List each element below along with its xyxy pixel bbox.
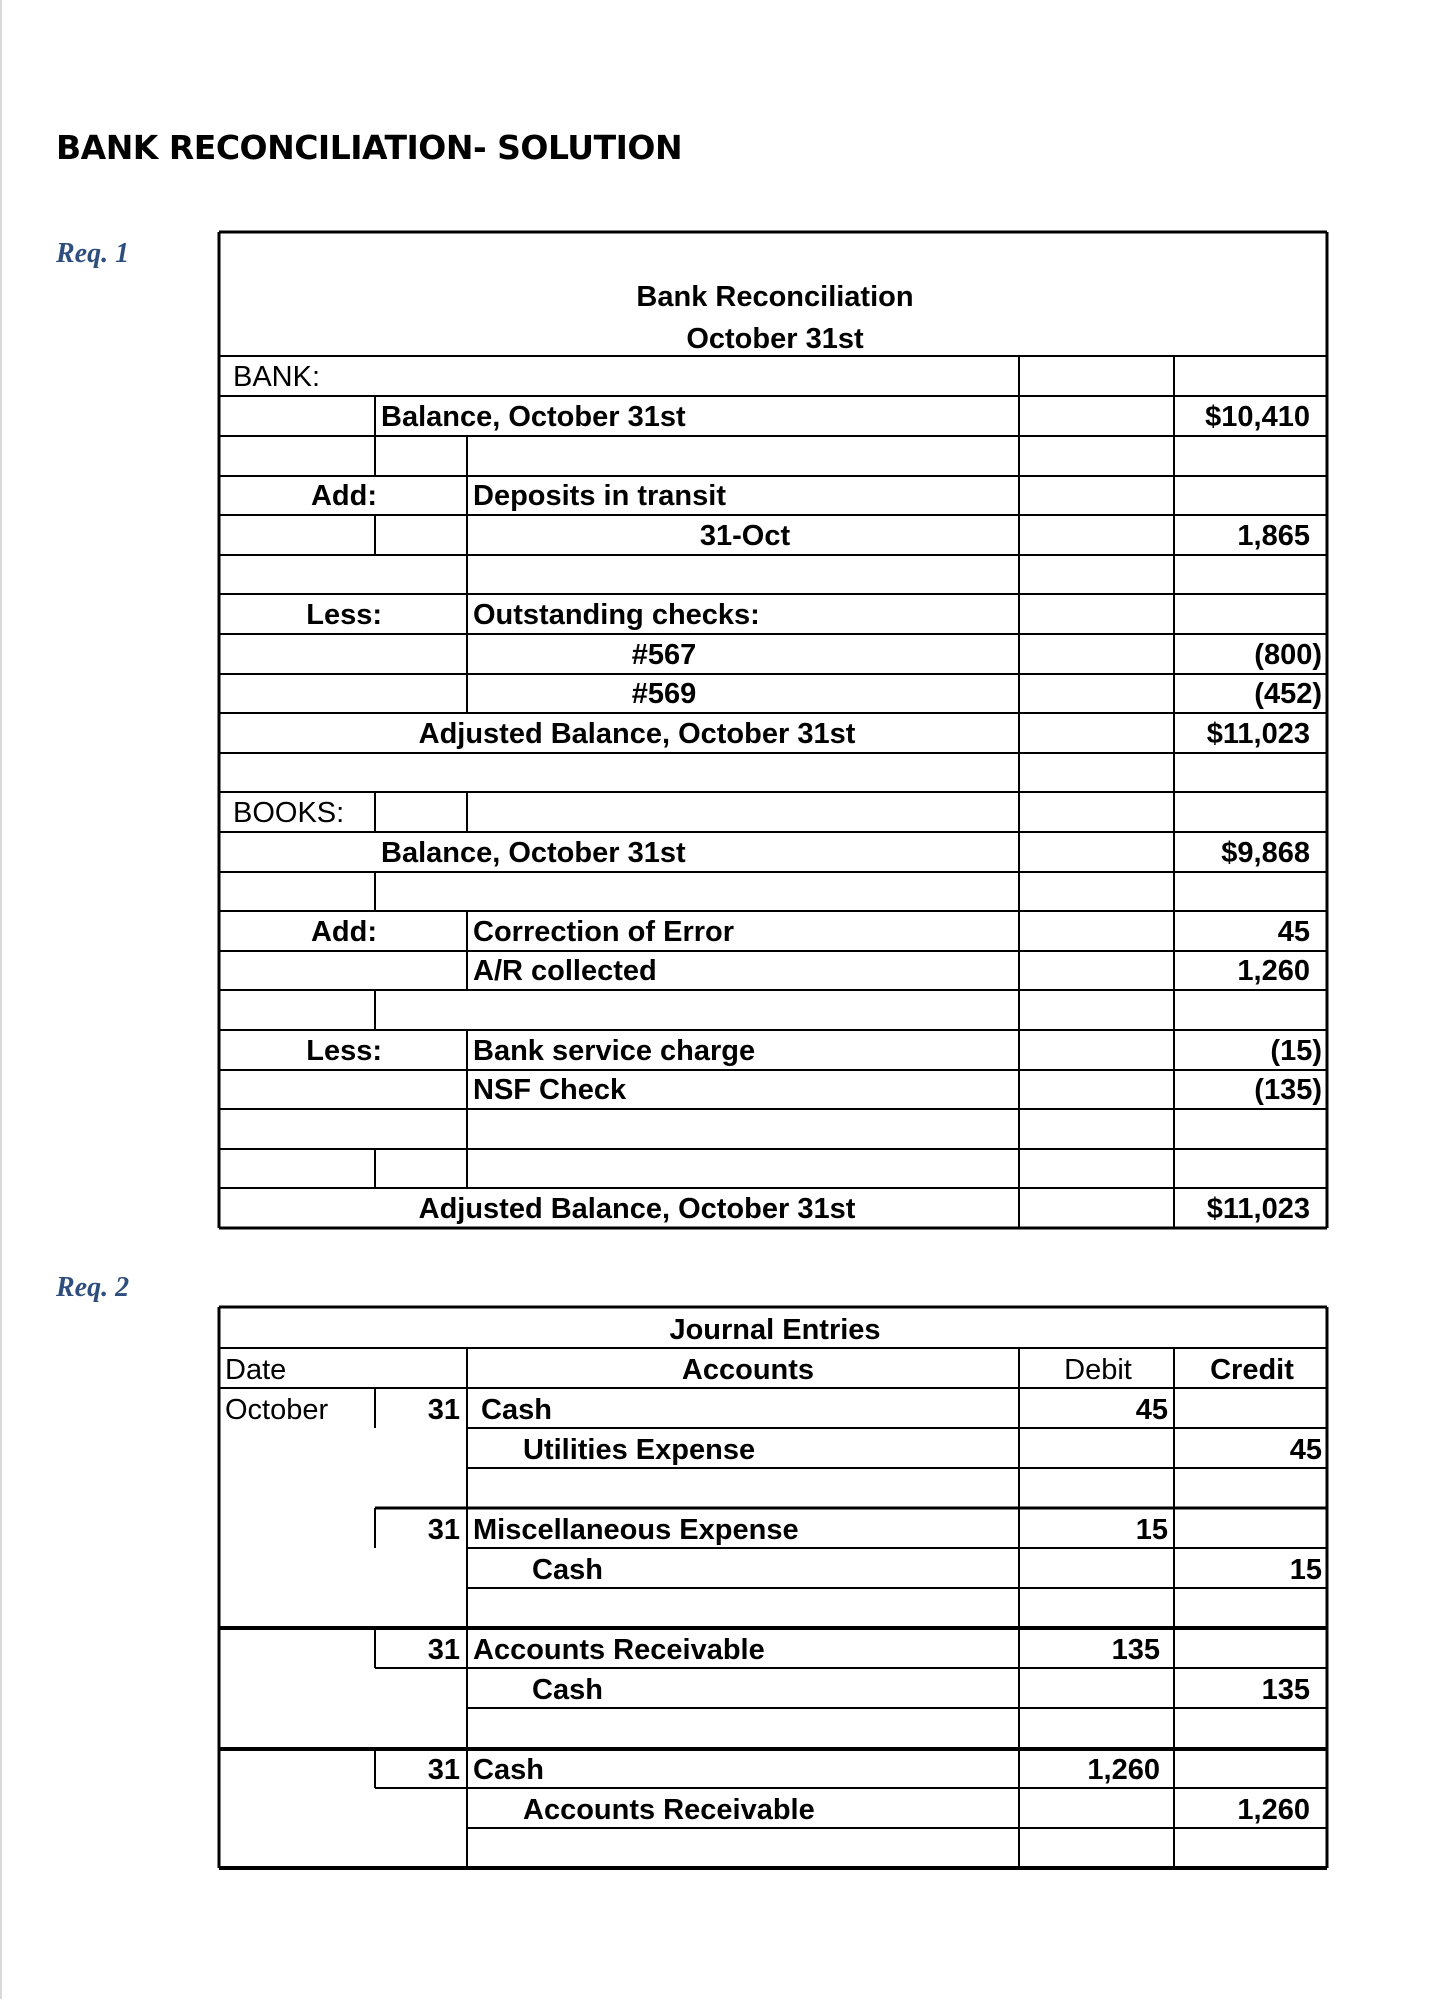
journal-entries-table: [219, 1307, 1327, 1868]
journal-col-date: Date: [225, 1354, 287, 1386]
outstanding-checks-label: Outstanding checks:: [473, 599, 760, 631]
req-1-label: Req. 1: [56, 238, 130, 269]
entry-credit-amount: 135: [1261, 1674, 1310, 1706]
books-less-label: Less:: [306, 1035, 382, 1067]
books-section-label: BOOKS:: [233, 797, 345, 829]
entry-debit-amount: 15: [1135, 1514, 1168, 1546]
entry-debit-amount: 1,260: [1087, 1754, 1160, 1786]
page-title: BANK RECONCILIATION- SOLUTION: [56, 128, 683, 167]
deposit-amount: 1,865: [1237, 520, 1310, 552]
books-balance-label: Balance, October 31st: [381, 837, 686, 869]
check-567-amount: (800): [1254, 639, 1322, 671]
nsf-check-amount: (135): [1254, 1074, 1322, 1106]
entry-credit-amount: 45: [1289, 1434, 1322, 1466]
bank-adjusted-balance-label: Adjusted Balance, October 31st: [418, 718, 856, 750]
bank-service-charge-label: Bank service charge: [473, 1035, 756, 1067]
journal-col-credit: Credit: [1210, 1354, 1294, 1386]
books-adjusted-balance-amount: $11,023: [1206, 1193, 1310, 1225]
books-add-label: Add:: [310, 916, 377, 948]
entry-credit-account: Accounts Receivable: [523, 1794, 815, 1826]
check-569-amount: (452): [1254, 678, 1322, 710]
entry-debit-account: Cash: [473, 1754, 544, 1786]
correction-of-error-amount: 45: [1277, 916, 1310, 948]
entry-debit-account: Cash: [481, 1394, 552, 1426]
journal-heading: Journal Entries: [669, 1314, 881, 1346]
nsf-check-label: NSF Check: [473, 1074, 627, 1106]
deposit-date: 31-Oct: [699, 520, 791, 552]
books-adjusted-balance-label: Adjusted Balance, October 31st: [418, 1193, 856, 1225]
entry-credit-account: Cash: [532, 1554, 603, 1586]
bank-adjusted-balance-amount: $11,023: [1206, 718, 1310, 750]
entry-credit-amount: 15: [1289, 1554, 1322, 1586]
bank-reconciliation-table: [219, 232, 1327, 1228]
entry-day: 31: [427, 1634, 460, 1666]
books-balance-amount: $9,868: [1221, 837, 1310, 869]
bank-balance-label: Balance, October 31st: [381, 401, 686, 433]
req-2-label: Req. 2: [56, 1272, 130, 1303]
correction-of-error-label: Correction of Error: [473, 916, 735, 948]
entry-debit-account: Accounts Receivable: [473, 1634, 765, 1666]
bank-service-charge-amount: (15): [1270, 1035, 1322, 1067]
bank-add-label: Add:: [310, 480, 377, 512]
check-567-label: #567: [631, 639, 697, 671]
ar-collected-label: A/R collected: [473, 955, 657, 987]
bank-balance-amount: $10,410: [1205, 401, 1310, 433]
entry-debit-account: Miscellaneous Expense: [473, 1514, 799, 1546]
bank-less-label: Less:: [306, 599, 382, 631]
journal-month: October: [225, 1394, 329, 1426]
journal-col-debit: Debit: [1064, 1354, 1132, 1386]
journal-col-accounts: Accounts: [681, 1354, 815, 1386]
entry-day: 31: [427, 1514, 460, 1546]
bank-section-label: BANK:: [233, 361, 321, 393]
entry-debit-amount: 45: [1135, 1394, 1168, 1426]
deposits-in-transit-label: Deposits in transit: [473, 480, 726, 512]
entry-credit-amount: 1,260: [1237, 1794, 1310, 1826]
entry-day: 31: [427, 1754, 460, 1786]
reconciliation-date: October 31st: [686, 323, 864, 355]
entry-day: 31: [427, 1394, 460, 1426]
entry-credit-account: Cash: [532, 1674, 603, 1706]
ar-collected-amount: 1,260: [1237, 955, 1310, 987]
reconciliation-heading: Bank Reconciliation: [636, 281, 914, 313]
entry-credit-account: Utilities Expense: [523, 1434, 756, 1466]
check-569-label: #569: [631, 678, 697, 710]
entry-debit-amount: 135: [1111, 1634, 1160, 1666]
